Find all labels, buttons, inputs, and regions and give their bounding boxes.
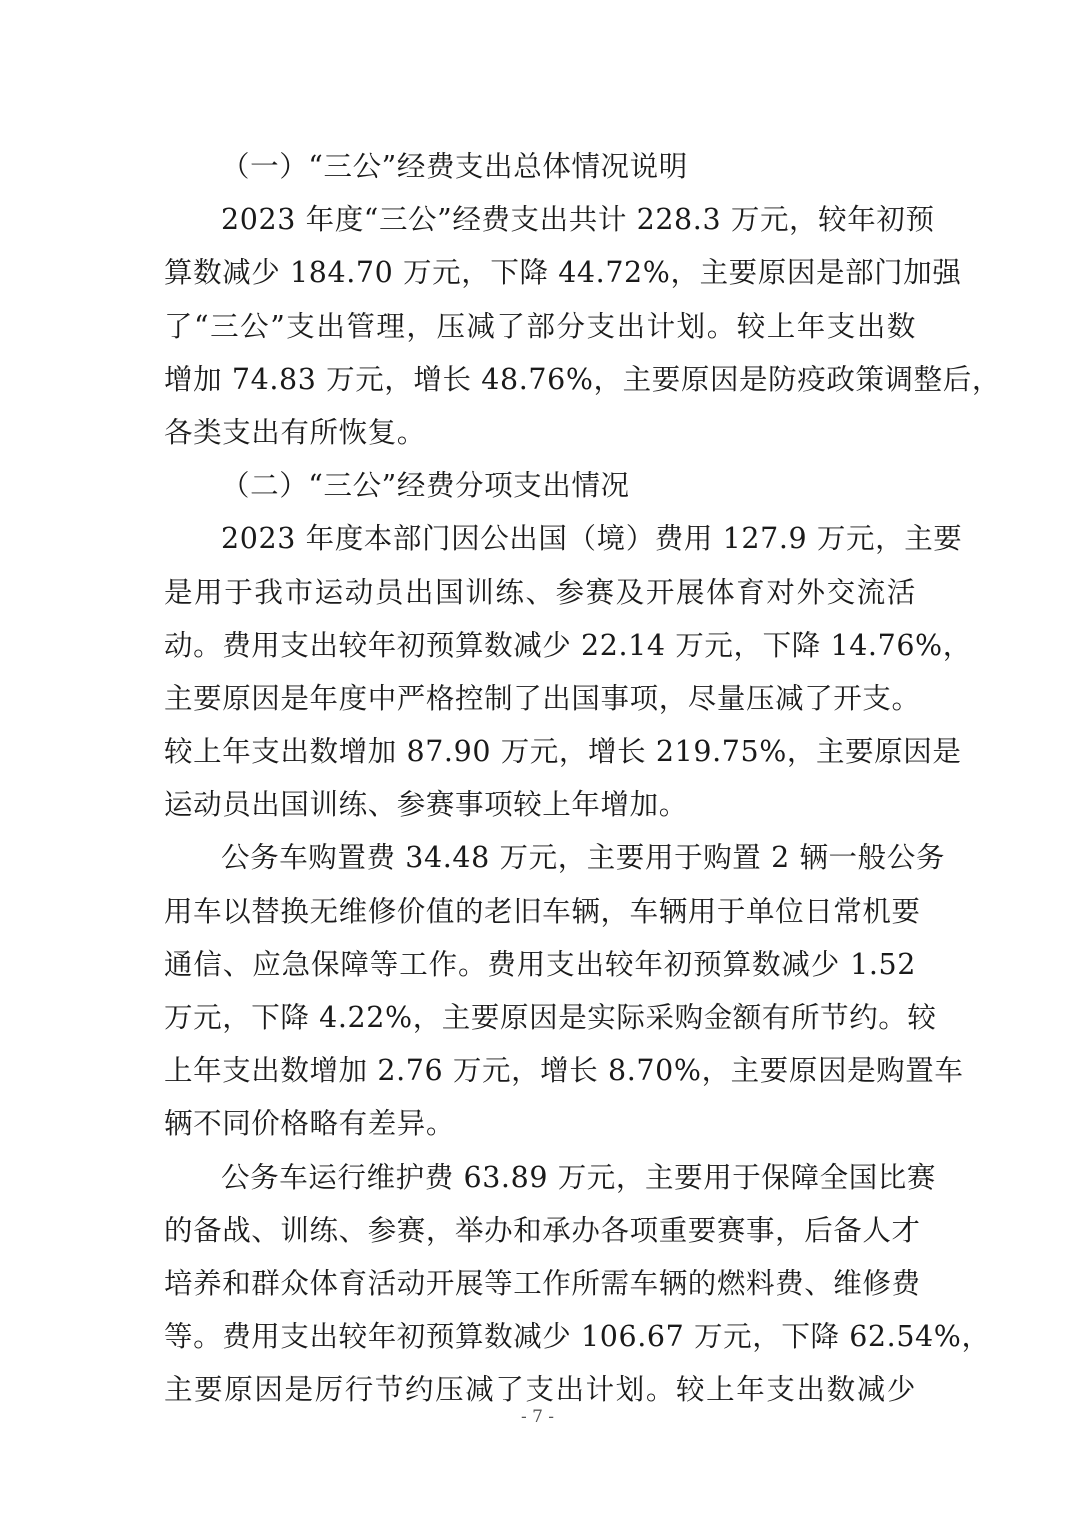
paragraph-line: 各类支出有所恢复。	[164, 415, 426, 449]
paragraph-line: 主要原因是厉行节约压减了支出计划。较上年支出数减少	[164, 1373, 916, 1407]
paragraph-vehicle-purchase	[164, 831, 964, 1150]
paragraph-line: 较上年支出数增加 87.90 万元，增长 219.75%，主要原因是	[164, 735, 962, 769]
paragraph-overall-summary	[164, 193, 1001, 459]
paragraph-line: 2023 年度“三公”经费支出共计 228.3 万元，较年初预	[221, 203, 935, 237]
paragraph-line: 动。费用支出较年初预算数减少 22.14 万元，下降 14.76%，	[164, 628, 972, 662]
paragraph-line: 了“三公”支出管理，压减了部分支出计划。较上年支出数	[164, 309, 916, 343]
paragraph-line: 万元，下降 4.22%，主要原因是实际采购金额有所节约。较	[164, 1001, 937, 1034]
paragraph-line: 上年支出数增加 2.76 万元，增长 8.70%，主要原因是购置车	[164, 1054, 964, 1088]
paragraph-line: 运动员出国训练、参赛事项较上年增加。	[164, 788, 688, 822]
section-heading-itemized: （二）“三公”经费分项支出情况	[221, 469, 630, 503]
paragraph-vehicle-maintenance	[164, 1151, 991, 1417]
paragraph-overseas-travel	[164, 512, 972, 831]
paragraph-line: 通信、应急保障等工作。费用支出较年初预算数减少 1.52	[164, 947, 916, 981]
paragraph-line: 培养和群众体育活动开展等工作所需车辆的燃料费、维修费	[164, 1266, 921, 1300]
paragraph-line: 主要原因是年度中严格控制了出国事项，尽量压减了开支。	[164, 681, 921, 715]
paragraph-line: 公务车运行维护费 63.89 万元，主要用于保障全国比赛	[221, 1160, 937, 1194]
paragraph-line: 公务车购置费 34.48 万元，主要用于购置 2 辆一般公务	[221, 841, 945, 875]
paragraph-line: 等。费用支出较年初预算数减少 106.67 万元，下降 62.54%，	[164, 1320, 991, 1354]
paragraph-line: 的备战、训练、参赛，举办和承办各项重要赛事，后备人才	[164, 1213, 921, 1247]
paragraph-line: 增加 74.83 万元，增长 48.76%，主要原因是防疫政策调整后，	[164, 362, 1001, 396]
page-number: - 7 -	[520, 1407, 555, 1427]
paragraph-line: 用车以替换无维修价值的老旧车辆，车辆用于单位日常机要	[164, 894, 921, 928]
paragraph-line: 是用于我市运动员出国训练、参赛及开展体育对外交流活	[164, 575, 916, 609]
paragraph-line: 算数减少 184.70 万元，下降 44.72%，主要原因是部门加强	[164, 256, 962, 290]
document-body	[164, 140, 1001, 1417]
paragraph-line: 2023 年度本部门因公出国（境）费用 127.9 万元，主要	[221, 522, 963, 556]
section-heading-overall: （一）“三公”经费支出总体情况说明	[221, 150, 688, 183]
paragraph-line: 辆不同价格略有差异。	[164, 1107, 456, 1141]
